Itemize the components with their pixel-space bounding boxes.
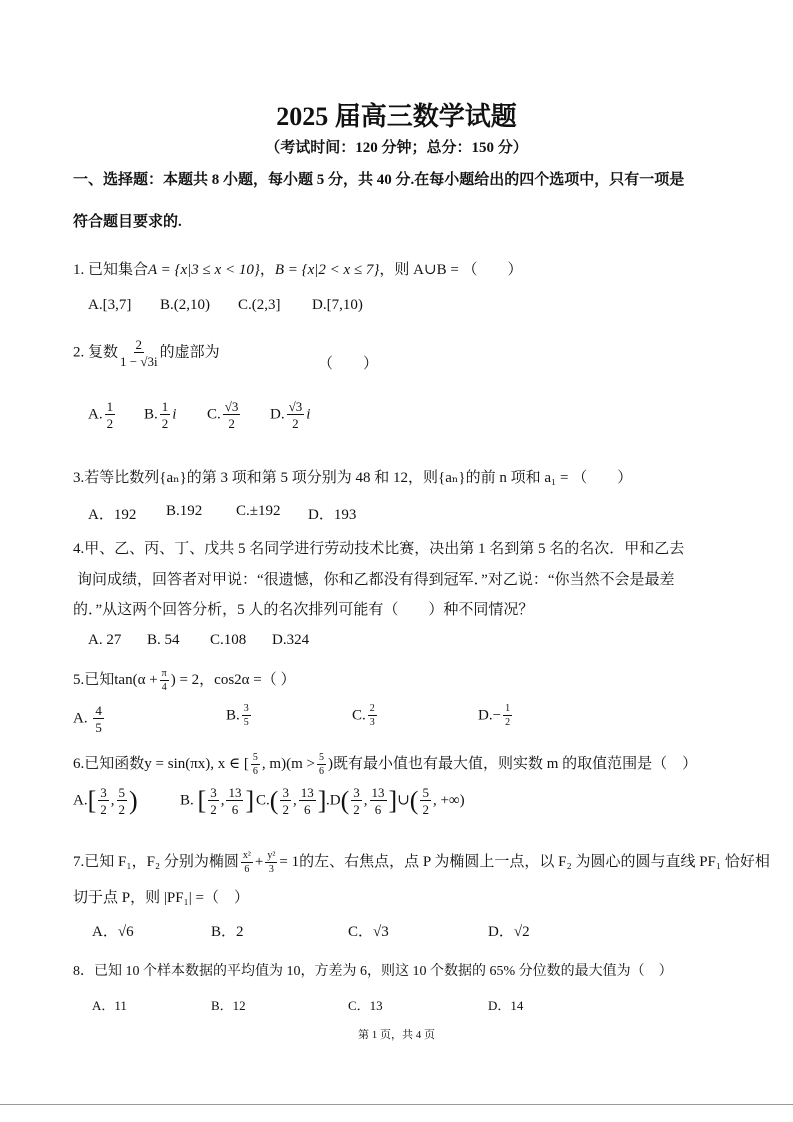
q5-option-a-fraction — [93, 704, 104, 734]
q5-option-a-label: A. — [73, 710, 88, 727]
q5-option-a-den: 5 — [95, 720, 102, 735]
q7-eq: = 1 — [279, 854, 300, 870]
q2-option-a-den: 2 — [106, 416, 114, 431]
q2-option-d-fraction — [287, 400, 305, 430]
q6-option-b-label: B. — [180, 792, 194, 809]
q2-numerator: 2 — [135, 337, 143, 352]
q5-pi-over-4 — [160, 669, 169, 693]
q6-option-d-frac1-den: 2 — [353, 802, 360, 817]
q6-frac2-den: 6 — [318, 765, 324, 777]
q6-option-b-frac1-num: 3 — [210, 785, 217, 800]
q3-option-c: C.±192 — [236, 503, 281, 519]
q5-option-c-fraction — [368, 704, 377, 728]
q2-option-d-tail: i — [306, 406, 311, 423]
q7-ellipse-x — [241, 851, 253, 875]
section-header-line1: 一、选择题：本题共 8 小题，每小题 5 分，共 40 分.在每小题给出的四个选项中，只有一项是 — [73, 172, 685, 188]
q7-line1-post: 的左、右焦点，点 P 为椭圆上一点，以 F₂ 为圆心的圆与直线 PF₁ 恰好相 — [299, 854, 770, 870]
question-1 — [73, 258, 523, 279]
q6-option-d: .D( $\frac{3}{2}$ , $\frac{13}{6}$ ]∪( $\frac{5}{2}$ , +∞) — [326, 785, 465, 817]
q2-option-c-label: C. — [207, 406, 221, 423]
q5-option-d-den: 2 — [505, 717, 511, 728]
q1-set-b: B = {x|2 < x ≤ 7} — [274, 262, 380, 278]
q7-ellipse-x-den: 6 — [244, 863, 250, 875]
q1-option-c: C.(2,3] — [238, 297, 281, 313]
page-title: 2025 届高三数学试题 — [276, 102, 517, 131]
q6-option-a-label: A. — [73, 792, 88, 809]
q6-suffix: 既有最小值也有最大值，则实数 m 的取值范围是（ ） — [332, 756, 698, 772]
q6-option-c-label: C. — [256, 792, 270, 809]
q1-option-a: A.[3,7] — [88, 297, 132, 313]
q7-option-b: B．2 — [211, 924, 244, 940]
question-2 — [73, 338, 220, 368]
q6-option-c-frac1-den: 2 — [282, 802, 289, 817]
q6-frac2-num: 5 — [318, 751, 324, 763]
q1-prefix: 已知集合 — [88, 262, 149, 278]
q2-option-d-den: 2 — [292, 416, 299, 431]
q4-option-c: C.108 — [210, 632, 247, 648]
q6-expr2: , m)(m > — [261, 756, 315, 772]
q2-fraction — [120, 338, 158, 368]
q1-set-a: A = {x|3 ≤ x < 10} — [148, 262, 260, 278]
q7-option-a: A．√6 — [92, 924, 134, 940]
q4-option-a: A. 27 — [88, 632, 122, 648]
q6-expr1: y = sin(πx), x ∈ [ — [144, 756, 249, 772]
q3-option-a: A．192 — [88, 507, 137, 523]
q1-option-d: D.[7,10) — [312, 297, 363, 313]
q6-option-c: C.( $\frac{3}{2}$ , $\frac{13}{6}$ ] — [256, 785, 327, 817]
q7-option-c: C．√3 — [348, 924, 389, 940]
q7-ellipse-x-num: x² — [242, 849, 251, 861]
page-bottom-divider — [0, 1104, 793, 1105]
q5-expr-post: ) = 2，cos2α =（ ） — [170, 672, 296, 688]
q6-option-d-frac3 — [420, 786, 431, 816]
question-8: 8．已知 10 个样本数据的平均值为 10，方差为 6，则这 10 个数据的 65% 分位数的最大值为（ ） — [73, 964, 673, 979]
q4-option-b: B. 54 — [147, 632, 180, 648]
q6-option-c-open: ( — [269, 786, 279, 815]
q2-option-c-den: 2 — [228, 416, 235, 431]
q8-option-a: A．11 — [92, 998, 127, 1013]
q6-option-d-frac1-num: 3 — [353, 785, 360, 800]
q5-option-a — [73, 704, 106, 734]
q5-option-b-num: 3 — [243, 703, 249, 714]
q1-suffix: ，则 A∪B = （ ） — [379, 262, 523, 278]
q5-option-b-den: 5 — [243, 717, 249, 728]
q2-number: 2. — [73, 344, 85, 361]
q2-option-b-label: B. — [144, 406, 158, 423]
q8-option-c: C．13 — [348, 998, 383, 1013]
q6-option-d-frac1 — [351, 786, 362, 816]
q2-denominator: 1 − √3i — [120, 354, 158, 369]
q2-option-a — [88, 400, 117, 430]
question-7-line2: 切于点 P，则 |PF₁| =（ ） — [73, 890, 249, 906]
q3-option-b: B.192 — [166, 503, 203, 519]
q6-option-b-frac2-den: 6 — [231, 802, 239, 817]
q6-option-a-open: [ — [87, 786, 97, 815]
q6-frac2 — [317, 753, 326, 777]
q5-four: 4 — [161, 681, 167, 693]
q6-option-d-union: ∪ — [397, 792, 410, 809]
q6-option-d-tail: , +∞) — [432, 792, 465, 809]
question-4-line2: 询问成绩，回答者对甲说：“很遗憾，你和乙都没有得到冠军．”对乙说：“你当然不会是最差 — [77, 572, 675, 588]
q6-frac1-den: 6 — [252, 765, 258, 777]
q6-option-b: B. [ $\frac{3}{2}$ , $\frac{13}{6}$ ] — [180, 785, 255, 817]
q6-option-a-frac1 — [98, 786, 109, 816]
q5-prefix: 5.已知 — [73, 672, 115, 688]
q6-option-a-frac2-den: 2 — [118, 802, 126, 817]
q2-option-d — [270, 400, 310, 430]
q6-option-b-frac1-den: 2 — [210, 802, 217, 817]
q6-prefix: 6.已知函数 — [73, 756, 145, 772]
question-5 — [73, 668, 296, 693]
q6-option-c-frac2-num: 13 — [300, 785, 314, 800]
q7-ellipse-y-den: 3 — [268, 863, 274, 875]
q6-option-c-frac1-num: 3 — [282, 785, 289, 800]
q2-answer-paren: （ ） — [318, 356, 379, 372]
q6-option-a-frac2 — [117, 786, 128, 816]
q6-option-b-frac2-num: 13 — [228, 785, 242, 800]
q6-frac1 — [251, 753, 260, 777]
q6-option-d-frac3-den: 2 — [422, 802, 429, 817]
q2-option-a-num: 1 — [106, 399, 114, 414]
q2-suffix: 的虚部为 — [159, 344, 220, 361]
q5-option-d-neg: − — [492, 707, 502, 724]
exam-info: （考试时间：120 分钟；总分：150 分） — [265, 140, 528, 156]
q6-expr3: ) — [327, 756, 333, 772]
q6-option-c-close: ] — [317, 786, 327, 815]
q1-sep: ， — [259, 262, 275, 278]
q5-option-c-label: C. — [352, 707, 366, 724]
q6-option-c-frac2-den: 6 — [303, 802, 311, 817]
q6-option-d-frac2 — [370, 786, 387, 816]
q2-option-c-num: √3 — [224, 399, 239, 414]
q5-option-b-fraction — [242, 704, 251, 728]
q2-option-c — [207, 400, 242, 430]
q5-expr-pre: tan(α + — [114, 672, 158, 688]
q3-option-d: D．193 — [308, 507, 357, 523]
question-4-line3: 的．”从这两个回答分析，5 人的名次排列可能有（ ）种不同情况？ — [73, 602, 534, 618]
q5-option-d — [478, 704, 514, 728]
q5-option-c-num: 2 — [369, 703, 375, 714]
q6-option-b-close: ] — [245, 786, 255, 815]
q6-frac1-num: 5 — [252, 751, 258, 763]
q6-option-a-frac1-den: 2 — [100, 802, 107, 817]
q6-option-a-frac2-num: 5 — [118, 785, 126, 800]
q6-option-d-frac2-num: 13 — [371, 785, 385, 800]
q6-option-b-open: [ — [197, 786, 207, 815]
q2-option-c-fraction — [223, 400, 241, 430]
q7-ellipse-y — [265, 851, 277, 875]
q6-option-a-frac1-num: 3 — [100, 785, 107, 800]
q2-option-b-den: 2 — [161, 416, 169, 431]
q7-line1-pre: 7.已知 F₁，F₂ 分别为椭圆 — [73, 854, 239, 870]
q4-option-d: D.324 — [272, 632, 310, 648]
q5-option-b — [226, 704, 253, 728]
q2-option-b-num: 1 — [161, 399, 169, 414]
q6-option-a: A.[ $\frac{3}{2}$ , $\frac{5}{2}$ ) — [73, 785, 138, 817]
q2-option-b-tail: i — [172, 406, 177, 423]
q5-pi: π — [161, 667, 167, 679]
q7-option-d: D．√2 — [488, 924, 530, 940]
q6-option-a-close: ) — [129, 786, 138, 815]
q5-option-d-label: D. — [478, 707, 493, 724]
question-6 — [73, 752, 697, 777]
q2-option-b — [144, 400, 176, 430]
q5-option-d-num: 1 — [505, 703, 511, 714]
q6-option-b-frac1 — [208, 786, 219, 816]
question-7-line1 — [73, 850, 770, 875]
q6-option-c-frac1 — [280, 786, 291, 816]
q2-option-b-fraction — [160, 400, 171, 430]
q6-option-d-label: .D — [326, 792, 341, 809]
q8-option-b: B．12 — [211, 998, 246, 1013]
q6-option-b-frac2 — [226, 786, 243, 816]
q5-option-b-label: B. — [226, 707, 240, 724]
q5-option-c — [352, 704, 379, 728]
q2-option-d-label: D. — [270, 406, 285, 423]
q2-option-a-fraction — [105, 400, 116, 430]
q6-option-d-open: ( — [340, 786, 350, 815]
q8-option-d: D．14 — [488, 998, 524, 1013]
section-header-line2: 符合题目要求的. — [73, 214, 182, 230]
q1-number: 1. — [73, 262, 85, 278]
q2-option-d-num: √3 — [288, 399, 303, 414]
q6-option-c-frac2 — [299, 786, 316, 816]
q2-prefix: 复数 — [88, 344, 119, 361]
q6-option-d-open2: ( — [409, 786, 419, 815]
q2-option-a-label: A. — [88, 406, 103, 423]
q7-plus: + — [254, 854, 264, 870]
q5-option-c-den: 3 — [369, 717, 375, 728]
q5-option-d-fraction — [503, 704, 512, 728]
q5-option-a-num: 4 — [95, 703, 102, 718]
q6-option-d-close: ] — [388, 786, 398, 815]
question-3: 3.若等比数列{aₙ}的第 3 项和第 5 项分别为 48 和 12，则{aₙ}的前 n 项和 a₁ = （ ） — [73, 470, 633, 486]
page-number: 第 1 页，共 4 页 — [358, 1029, 435, 1041]
q6-option-d-frac3-num: 5 — [422, 785, 429, 800]
q1-option-b: B.(2,10) — [160, 297, 210, 313]
q7-ellipse-y-num: y² — [267, 849, 276, 861]
q6-option-d-frac2-den: 6 — [374, 802, 382, 817]
question-4-line1: 4.甲、乙、丙、丁、戊共 5 名同学进行劳动技术比赛，决出第 1 名到第 5 名的名次．甲和乙去 — [73, 541, 685, 557]
